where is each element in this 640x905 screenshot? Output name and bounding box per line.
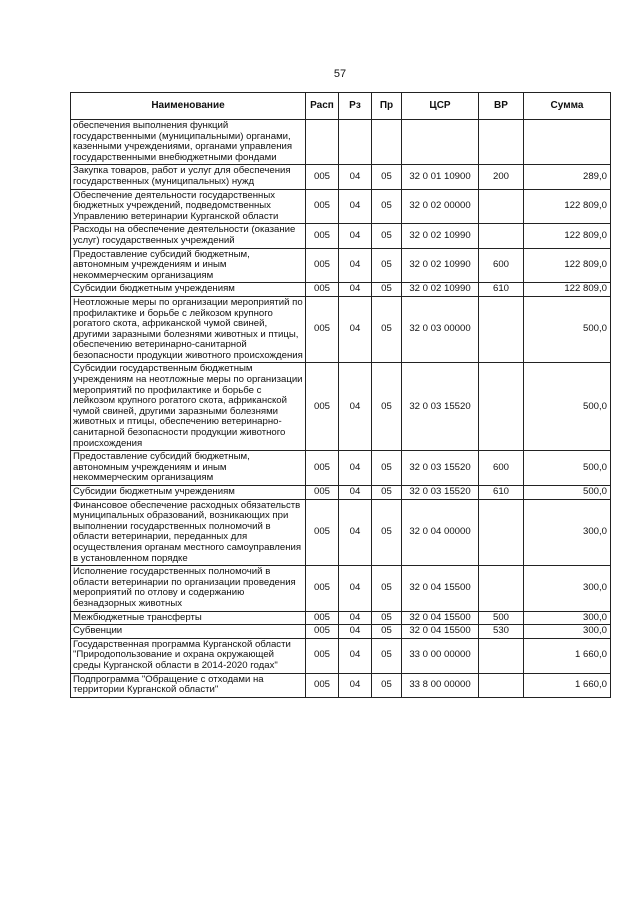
table-row (71, 248, 611, 283)
cell-sum: 300,0 (524, 625, 611, 639)
table-header-row (71, 93, 611, 120)
cell-csr: 33 8 00 00000 (402, 673, 479, 697)
cell-rasp: 005 (306, 296, 339, 363)
cell-pr: 05 (372, 451, 402, 486)
cell-sum: 122 809,0 (524, 224, 611, 248)
table-row (71, 499, 611, 566)
cell-pr: 05 (372, 189, 402, 224)
table-row (71, 566, 611, 611)
table-row (71, 165, 611, 189)
table-row (71, 224, 611, 248)
cell-pr: 05 (372, 486, 402, 500)
cell-sum: 500,0 (524, 486, 611, 500)
cell-rz: 04 (339, 296, 372, 363)
cell-rasp: 005 (306, 486, 339, 500)
cell-csr: 32 0 02 10990 (402, 248, 479, 283)
cell-name: Субсидии государственным бюджетным учреждениям на неотложные меры по организации мероприятий по профилактике и борьбе с лейкозом крупного рогатого скота, африканской чумой свиней, другими заразными болезнями животных и птицы, обеспечению ветеринарно-санитарной безопасности продукции животного происхождения (71, 363, 306, 451)
cell-vr (479, 120, 524, 165)
cell-rasp: 005 (306, 499, 339, 566)
cell-name: Субсидии бюджетным учреждениям (71, 486, 306, 500)
cell-rz: 04 (339, 611, 372, 625)
cell-rasp: 005 (306, 625, 339, 639)
cell-name: Обеспечение деятельности государственных бюджетных учреждений, подведомственных Управлению ветеринарии Курганской области (71, 189, 306, 224)
cell-rz: 04 (339, 451, 372, 486)
cell-pr (372, 120, 402, 165)
cell-sum: 1 660,0 (524, 673, 611, 697)
header-csr: ЦСР (402, 93, 479, 120)
cell-vr (479, 673, 524, 697)
cell-csr: 32 0 02 10990 (402, 283, 479, 297)
cell-pr: 05 (372, 499, 402, 566)
cell-name: Исполнение государственных полномочий в области ветеринарии по организации проведения мероприятий по отлову и содержанию безнадзорных животных (71, 566, 306, 611)
cell-rz: 04 (339, 248, 372, 283)
cell-csr: 33 0 00 00000 (402, 638, 479, 673)
cell-vr: 200 (479, 165, 524, 189)
cell-rz: 04 (339, 189, 372, 224)
table-row (71, 451, 611, 486)
table-row (71, 296, 611, 363)
cell-rz: 04 (339, 363, 372, 451)
cell-name: Финансовое обеспечение расходных обязательств муниципальных образований, возникающих при выполнении государственных полномочий в области ветеринарии, переданных для осуществления органам местного самоуправления в установленном порядке (71, 499, 306, 566)
cell-csr: 32 0 04 15500 (402, 611, 479, 625)
cell-pr: 05 (372, 566, 402, 611)
cell-csr: 32 0 04 15500 (402, 625, 479, 639)
table-row (71, 611, 611, 625)
header-sum: Сумма (524, 93, 611, 120)
header-name: Наименование (71, 93, 306, 120)
cell-name: Подпрограмма "Обращение с отходами на территории Курганской области" (71, 673, 306, 697)
cell-sum: 122 809,0 (524, 248, 611, 283)
cell-sum: 500,0 (524, 451, 611, 486)
cell-name: Предоставление субсидий бюджетным, автономным учреждениям и иным некоммерческим организациям (71, 248, 306, 283)
cell-rasp: 005 (306, 566, 339, 611)
table-row (71, 638, 611, 673)
cell-sum: 300,0 (524, 499, 611, 566)
cell-name: Межбюджетные трансферты (71, 611, 306, 625)
header-rasp: Расп (306, 93, 339, 120)
cell-vr: 600 (479, 451, 524, 486)
table-row (71, 120, 611, 165)
cell-vr (479, 499, 524, 566)
cell-pr: 05 (372, 248, 402, 283)
cell-rasp: 005 (306, 248, 339, 283)
cell-vr (479, 189, 524, 224)
table-row (71, 189, 611, 224)
cell-csr: 32 0 03 15520 (402, 363, 479, 451)
cell-vr: 500 (479, 611, 524, 625)
cell-pr: 05 (372, 625, 402, 639)
cell-vr: 610 (479, 283, 524, 297)
cell-rz: 04 (339, 499, 372, 566)
cell-sum: 122 809,0 (524, 189, 611, 224)
cell-sum: 300,0 (524, 611, 611, 625)
cell-rz: 04 (339, 673, 372, 697)
cell-vr: 600 (479, 248, 524, 283)
cell-name: обеспечения выполнения функций государственными (муниципальными) органами, казенными учреждениями, органами управления государственными внебюджетными фондами (71, 120, 306, 165)
cell-csr (402, 120, 479, 165)
cell-rz: 04 (339, 165, 372, 189)
cell-csr: 32 0 02 10990 (402, 224, 479, 248)
cell-name: Закупка товаров, работ и услуг для обеспечения государственных (муниципальных) нужд (71, 165, 306, 189)
table-row (71, 673, 611, 697)
cell-pr: 05 (372, 611, 402, 625)
cell-rasp: 005 (306, 363, 339, 451)
cell-name: Расходы на обеспечение деятельности (оказание услуг) государственных учреждений (71, 224, 306, 248)
cell-pr: 05 (372, 224, 402, 248)
cell-rz (339, 120, 372, 165)
header-pr: Пр (372, 93, 402, 120)
cell-name: Субвенции (71, 625, 306, 639)
cell-rz: 04 (339, 283, 372, 297)
cell-vr: 530 (479, 625, 524, 639)
cell-vr (479, 566, 524, 611)
cell-rasp: 005 (306, 224, 339, 248)
cell-pr: 05 (372, 673, 402, 697)
cell-rasp: 005 (306, 165, 339, 189)
cell-rz: 04 (339, 638, 372, 673)
cell-csr: 32 0 04 00000 (402, 499, 479, 566)
cell-name: Государственная программа Курганской области "Природопользование и охрана окружающей среды Курганской области в 2014-2020 годах" (71, 638, 306, 673)
header-vr: ВР (479, 93, 524, 120)
cell-sum: 122 809,0 (524, 283, 611, 297)
cell-pr: 05 (372, 283, 402, 297)
cell-vr (479, 638, 524, 673)
cell-vr (479, 363, 524, 451)
cell-csr: 32 0 03 15520 (402, 486, 479, 500)
cell-name: Субсидии бюджетным учреждениям (71, 283, 306, 297)
cell-sum: 500,0 (524, 296, 611, 363)
cell-name: Неотложные меры по организации мероприятий по профилактике и борьбе с лейкозом крупного рогатого скота, африканской чумой свиней, другими заразными болезнями животных и птицы, обеспечению ветеринарно-санитарной безопасности продукции животного происхождения (71, 296, 306, 363)
cell-rz: 04 (339, 224, 372, 248)
cell-pr: 05 (372, 296, 402, 363)
cell-sum: 300,0 (524, 566, 611, 611)
cell-rasp: 005 (306, 611, 339, 625)
table-row (71, 363, 611, 451)
cell-sum (524, 120, 611, 165)
cell-vr (479, 224, 524, 248)
cell-rasp: 005 (306, 638, 339, 673)
cell-sum: 289,0 (524, 165, 611, 189)
cell-rz: 04 (339, 625, 372, 639)
cell-sum: 500,0 (524, 363, 611, 451)
table-row (71, 625, 611, 639)
cell-csr: 32 0 02 00000 (402, 189, 479, 224)
cell-rz: 04 (339, 486, 372, 500)
cell-vr (479, 296, 524, 363)
page-number: 57 (333, 68, 347, 80)
cell-sum: 1 660,0 (524, 638, 611, 673)
cell-pr: 05 (372, 165, 402, 189)
cell-csr: 32 0 03 00000 (402, 296, 479, 363)
cell-rasp: 005 (306, 189, 339, 224)
cell-rasp: 005 (306, 673, 339, 697)
cell-vr: 610 (479, 486, 524, 500)
cell-csr: 32 0 01 10900 (402, 165, 479, 189)
header-rz: Рз (339, 93, 372, 120)
cell-rasp (306, 120, 339, 165)
cell-pr: 05 (372, 363, 402, 451)
budget-table (70, 92, 611, 698)
table-row (71, 486, 611, 500)
table-row (71, 283, 611, 297)
cell-csr: 32 0 04 15500 (402, 566, 479, 611)
cell-rz: 04 (339, 566, 372, 611)
cell-rasp: 005 (306, 283, 339, 297)
cell-name: Предоставление субсидий бюджетным, автономным учреждениям и иным некоммерческим организациям (71, 451, 306, 486)
cell-pr: 05 (372, 638, 402, 673)
cell-csr: 32 0 03 15520 (402, 451, 479, 486)
cell-rasp: 005 (306, 451, 339, 486)
